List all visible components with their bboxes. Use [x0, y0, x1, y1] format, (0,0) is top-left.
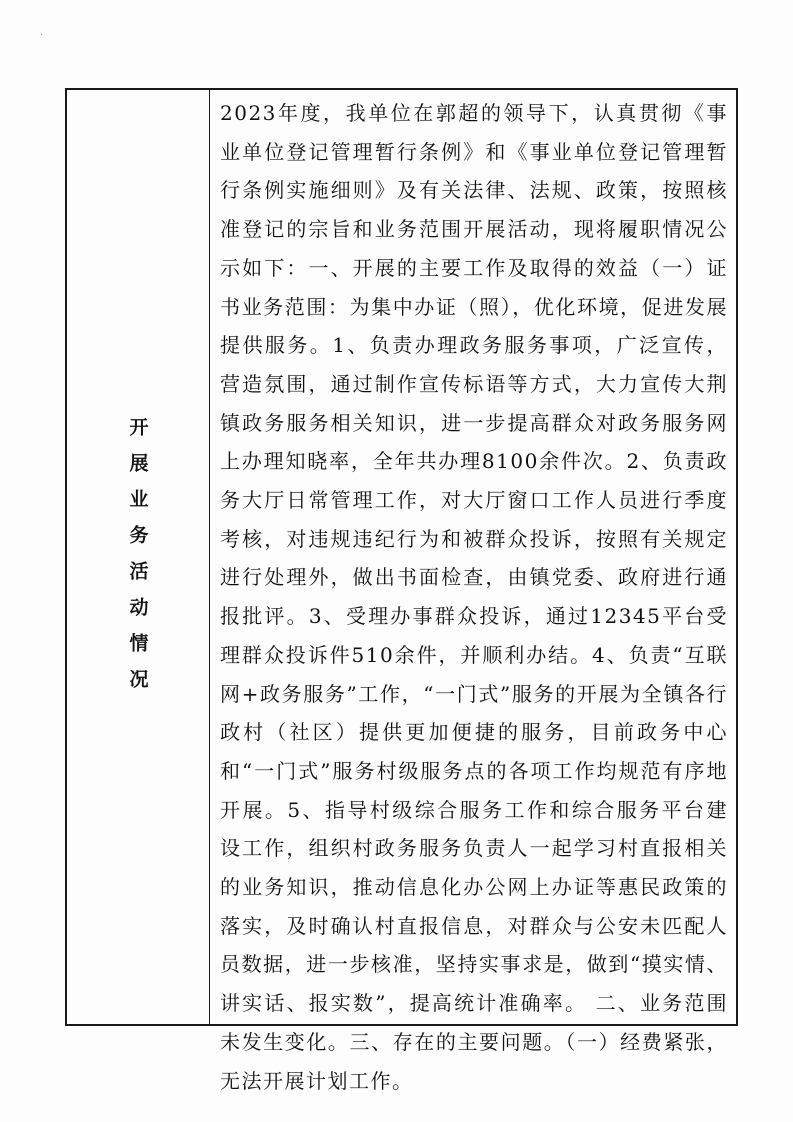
scan-mark: · [40, 30, 44, 41]
content-cell [210, 90, 736, 1093]
label-cell [67, 90, 210, 1024]
activity-description: 2023年度，我单位在郭超的领导下，认真贯彻《事业单位登记管理暂行条例》和《事业单位登记管理暂行条例实施细则》及有关法律、法规、政策，按照核准登记的宗旨和业务范围开展活动，现将履职情况公示如下：一、开展的主要工作及取得的效益（一）证书业务范围：为集中办证（照），优化环境，促进发展提供服务。1、负责办理政务服务事项，广泛宣传，营造氛围，通过制作宣传标语等方式，大力宣传大荆镇政务服务相关知识，进一步提高群众对政务服务网上办理知晓率，全年共办理8100余件次。2、负责政务大厅日常管理工作，对大厅窗口工作人员进行季度考核，对违规违纪行为和被群众投诉，按照有关规定进行处理外，做出书面检查，由镇党委、政府进行通报批评。3、受理办事群众投诉，通过12345平台受理群众投诉件510余件，并顺利办结。4、负责“互联网+政务服务”工作，“一门式”服务的开展为全镇各行政村（社区）提供更加便捷的服务，目前政务中心和“一门式”服务村级服务点的各项工作均规范有序地开展。5、指导村级综合服务工作和综合服务平台建设工作，组织村政务服务负责人一起学习村直报相关的业务知识，推动信息化办公网上办证等惠民政策的落实，及时确认村直报信息，对群众与公安未匹配人员数据，进一步核准，坚持实事求是，做到“摸实情、讲实话、报实数”，提高统计准确率。 二、业务范围未发生变化。三、存在的主要问题。（一）经费紧张，无法开展计划工作。 [220, 101, 728, 1093]
row-label: 开展业务活动情况 [126, 417, 149, 705]
report-table [65, 88, 738, 1093]
